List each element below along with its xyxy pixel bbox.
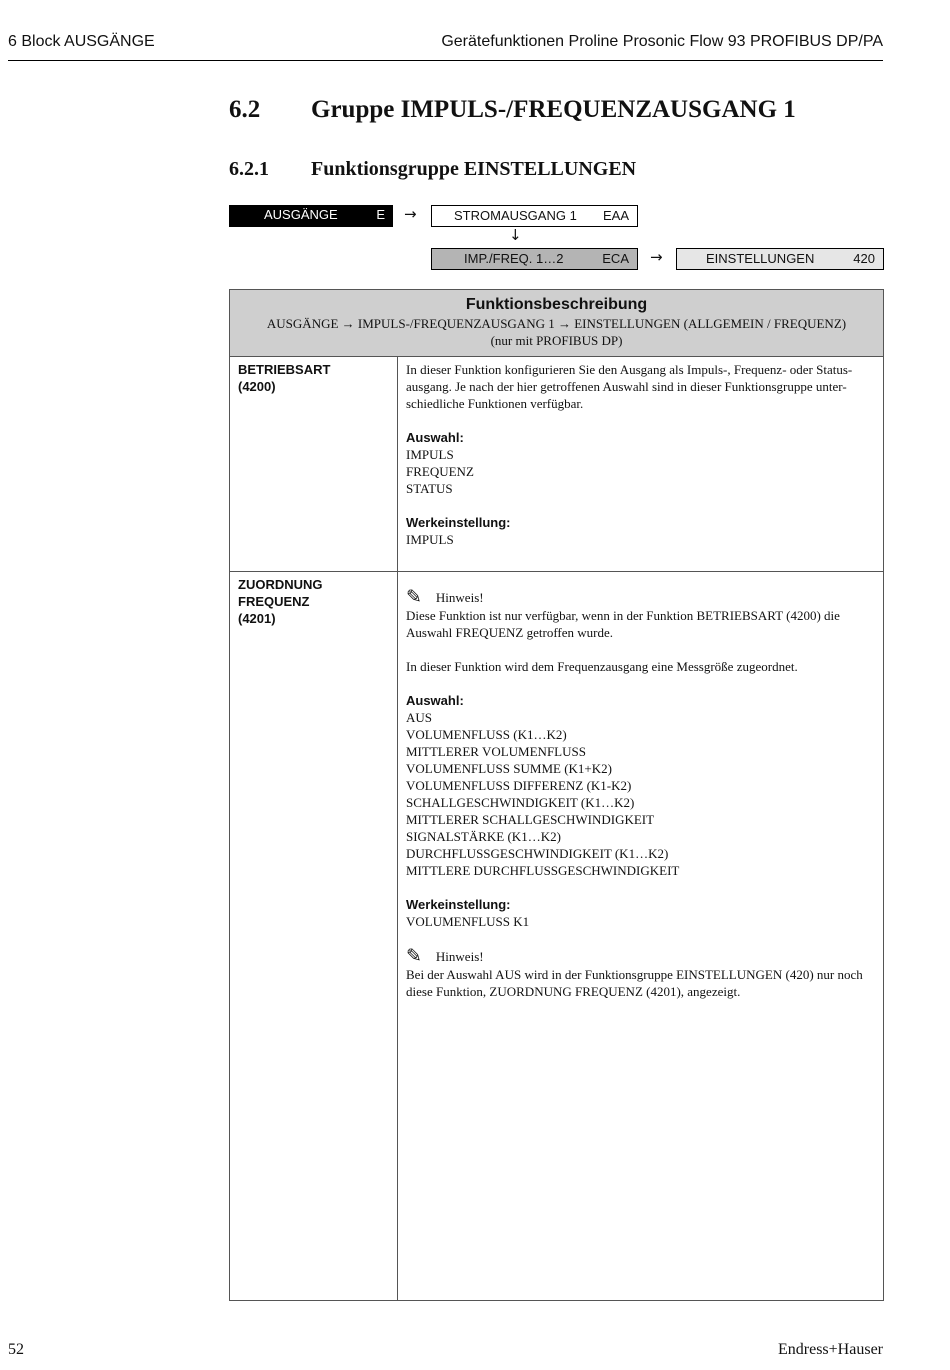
section-heading [229,96,796,124]
nav-funcgroup-label: EINSTELLUNGEN [706,251,815,266]
option-item: VOLUMENFLUSS SUMME (K1+K2) [406,761,612,776]
header-chapter: 6 Block AUSGÄNGE [8,33,155,50]
option-item: DURCHFLUSSGESCHWINDIGKEIT (K1…K2) [406,846,669,861]
pencil-icon: ✎ [406,586,422,608]
page-number: 52 [8,1341,24,1358]
option-item: SIGNALSTÄRKE (K1…K2) [406,829,561,844]
subsection-number: 6.2.1 [229,158,269,180]
selection-label: Auswahl: [406,430,464,445]
brand-name: Endress+Hauser [778,1341,883,1358]
header-manual-title: Gerätefunktionen Proline Prosonic Flow 93 PROFIBUS DP/PA [441,33,883,50]
subsection-title: Funktionsgruppe EINSTELLUNGEN [311,158,637,180]
subsection-heading [229,158,636,181]
option-item: STATUS [406,481,453,496]
nav-block-code: E [376,207,385,222]
column-divider [397,356,398,1300]
header-divider [8,60,883,61]
option-item: MITTLERER SCHALLGESCHWINDIGKEIT [406,812,655,827]
default-value: IMPULS [406,532,454,547]
option-item: VOLUMENFLUSS (K1…K2) [406,727,567,742]
hint-note: ✎ Hinweis! [406,945,484,967]
option-item: IMPULS [406,447,454,462]
option-item: FREQUENZ [406,464,474,479]
nav-group1-box [431,205,638,227]
table-path: AUSGÄNGE → IMPULS-/FREQUENZAUSGANG 1 → EINSTELLUNGEN (ALLGEMEIN / FREQUENZ) [266,316,847,331]
nav-arrow-right-1: → [404,205,417,223]
hint-note: ✎ Hinweis! [406,586,484,608]
function-desc-betriebsart: In dieser Funktion konfigurieren Sie den Ausgang als Impuls-, Frequenz- oder Status- ausgang. Je nach der hier getroffenen Auswahl sind in dieser Funktionsgruppe unter- schiedliche Funktionen verfügbar. Auswahl: IMPULS FREQUENZ STATUS Werkeinstellung: IMPULS [406,361,871,548]
default-label: Werkeinstellung: [406,515,511,530]
table-header [230,290,883,357]
nav-group2-box [431,248,638,270]
selection-label: Auswahl: [406,693,464,708]
nav-funcgroup-box [676,248,884,270]
table-title: Funktionsbeschreibung [465,296,648,313]
default-label: Werkeinstellung: [406,897,511,912]
option-item: MITTLERE DURCHFLUSSGESCHWINDIGKEIT [406,863,680,878]
nav-arrow-down: ↓ [509,226,522,244]
function-desc-zuordnung-frequenz: ✎ Hinweis! Diese Funktion ist nur verfügbar, wenn in der Funktion BETRIEBSART (4200) die Auswahl FREQUENZ getroffen wurde. In dieser Funktion wird dem Frequenzausgang eine Messgröße zugeordnet. Auswahl: AUS VOLUMENFLUSS (K1…K2) MITTLERER VOLUMENFLUSS VOLUMENFLUSS SUMME (K1+K2) VOLUMENFLUSS DIFFERENZ (K1-K2) SCHALLGESCHWINDIGKEIT (K1…K2) MITTLERER SCHALLGESCHWINDIGKEIT SIGNALSTÄRKE (K1…K2) DURCHFLUSSGESCHWINDIGKEIT (K1…K2) MITTLERE DURCHFLUSSGESCHWINDIGKEIT Werkeinstellung: VOLUMENFLUSS K1 ✎ Hinweis! Bei der Auswahl AUS wird in der Funktionsgruppe EINSTELLUNGEN (420) nur noch diese Funktion, ZUORDNUNG FREQUENZ (4201), angezeigt. [406,588,871,1000]
nav-arrow-right-2: → [650,248,663,266]
section-title: Gruppe IMPULS-/FREQUENZAUSGANG 1 [311,96,796,123]
nav-group2-label: IMP./FREQ. 1…2 [464,251,564,266]
option-item: AUS [406,710,433,725]
function-table [229,289,884,1301]
row-divider [230,571,883,572]
pencil-icon: ✎ [406,945,422,967]
option-item: SCHALLGESCHWINDIGKEIT (K1…K2) [406,795,635,810]
nav-group2-code: ECA [602,251,629,266]
option-item: MITTLERER VOLUMENFLUSS [406,744,586,759]
option-item: VOLUMENFLUSS DIFFERENZ (K1-K2) [406,778,632,793]
table-note: (nur mit PROFIBUS DP) [490,333,623,348]
nav-block-box [229,205,393,227]
nav-group1-code: EAA [602,208,629,223]
nav-funcgroup-code: 420 [853,251,875,266]
section-number: 6.2 [229,96,261,123]
function-name-betriebsart: BETRIEBSART (4200) [238,362,331,394]
default-value: VOLUMENFLUSS K1 [406,914,530,929]
nav-group1-label: STROMAUSGANG 1 [454,208,577,223]
function-name-zuordnung-frequenz: ZUORDNUNG FREQUENZ (4201) [238,577,323,626]
nav-block-label: AUSGÄNGE [264,207,338,222]
